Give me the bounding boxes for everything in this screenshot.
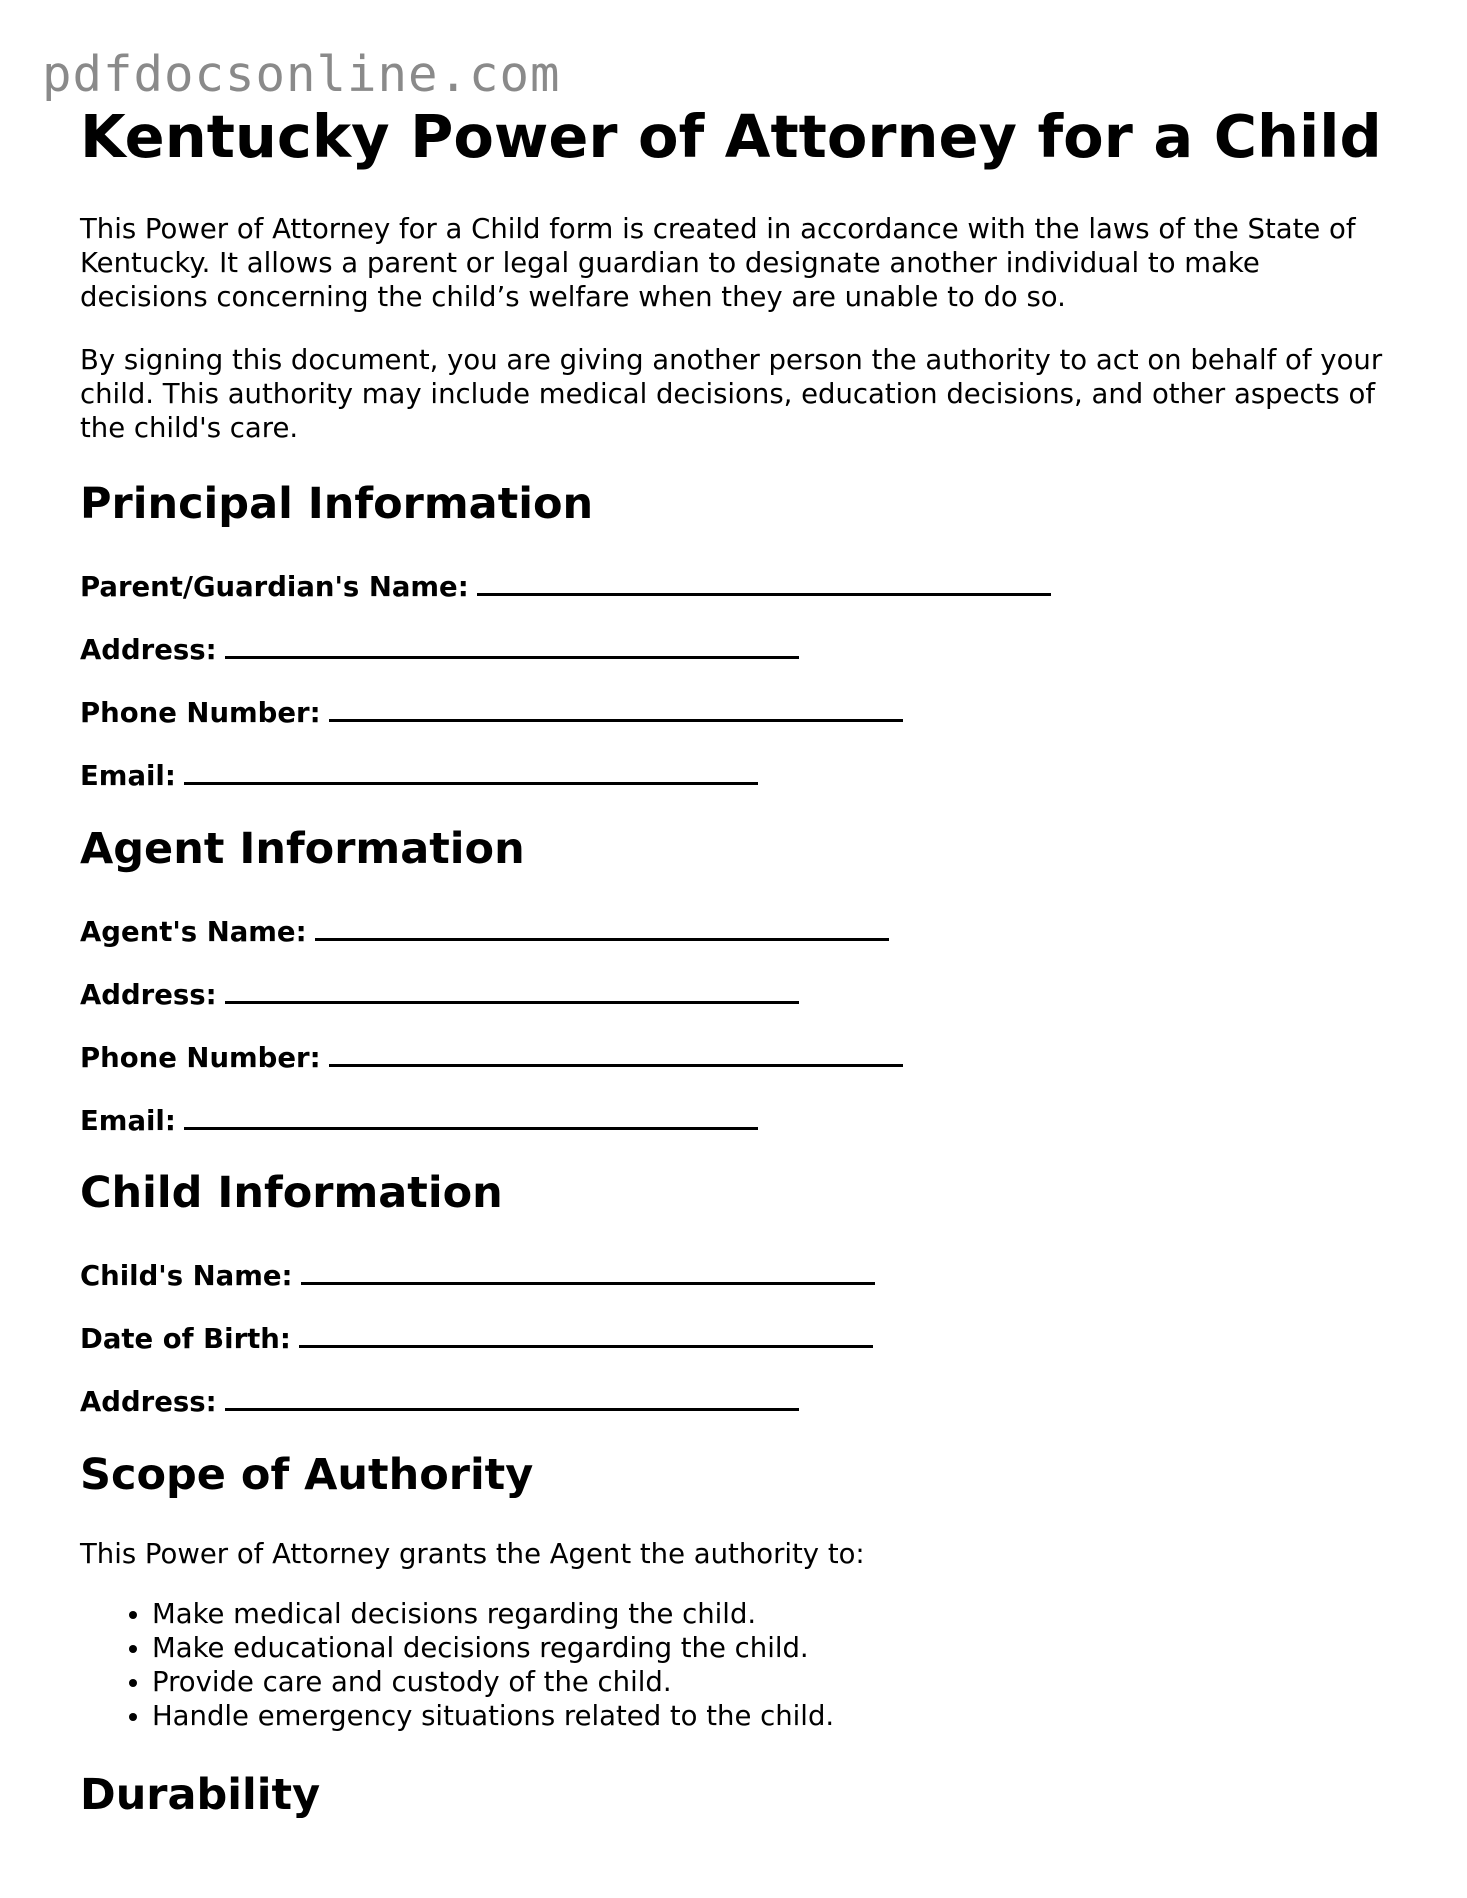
agent-email-input[interactable] xyxy=(184,1101,758,1130)
watermark-logo: pdfdocsonline.com xyxy=(42,46,561,103)
field-label: Address: xyxy=(80,979,217,1011)
durability-heading: Durability xyxy=(80,1770,321,1820)
agent-phone-field xyxy=(80,1038,903,1075)
child-name-input[interactable] xyxy=(301,1256,875,1285)
agent-email-field xyxy=(80,1101,758,1138)
child-heading: Child Information xyxy=(80,1168,503,1218)
agent-name-field xyxy=(80,912,889,949)
list-item: • Make educational decisions regarding the child. xyxy=(152,1631,834,1665)
field-label: Email: xyxy=(80,760,176,792)
child-address-input[interactable] xyxy=(225,1382,799,1411)
scope-intro: This Power of Attorney grants the Agent the authority to: xyxy=(80,1538,865,1570)
parent-guardian-name-field xyxy=(80,567,1051,604)
principal-address-field xyxy=(80,630,799,667)
principal-phone-field xyxy=(80,693,903,730)
authority-list xyxy=(80,1597,834,1733)
field-label: Address: xyxy=(80,1386,217,1418)
field-label: Address: xyxy=(80,634,217,666)
principal-email-input[interactable] xyxy=(184,756,758,785)
list-item: • Provide care and custody of the child. xyxy=(152,1665,834,1699)
agent-address-input[interactable] xyxy=(225,975,799,1004)
child-dob-field xyxy=(80,1319,873,1356)
child-address-field xyxy=(80,1382,799,1419)
parent-guardian-name-input[interactable] xyxy=(477,567,1051,596)
intro-paragraph-1: This Power of Attorney for a Child form is created in accordance with the laws of the State of Kentucky. It allows a parent or legal guardian to designate another individual to make decisions concerning the child’s welfare when they are unable to do so. xyxy=(80,213,1356,313)
field-label: Email: xyxy=(80,1105,176,1137)
agent-address-field xyxy=(80,975,799,1012)
field-label: Phone Number: xyxy=(80,1042,321,1074)
child-name-field xyxy=(80,1256,875,1293)
field-label: Date of Birth: xyxy=(80,1323,291,1355)
intro-paragraph-2: By signing this document, you are giving another person the authority to act on behalf of your child. This authority may include medical decisions, education decisions, and other aspects of the child's care. xyxy=(80,344,1383,444)
field-label: Phone Number: xyxy=(80,697,321,729)
document-title: Kentucky Power of Attorney for a Child xyxy=(80,102,1382,171)
scope-heading: Scope of Authority xyxy=(80,1450,534,1500)
list-item: • Make medical decisions regarding the child. xyxy=(152,1597,834,1631)
child-dob-input[interactable] xyxy=(299,1319,873,1348)
agent-name-input[interactable] xyxy=(315,912,889,941)
field-label: Parent/Guardian's Name: xyxy=(80,571,469,603)
principal-phone-input[interactable] xyxy=(329,693,903,722)
field-label: Agent's Name: xyxy=(80,916,307,948)
agent-phone-input[interactable] xyxy=(329,1038,903,1067)
field-label: Child's Name: xyxy=(80,1260,293,1292)
principal-heading: Principal Information xyxy=(80,479,594,529)
principal-address-input[interactable] xyxy=(225,630,799,659)
principal-email-field xyxy=(80,756,758,793)
agent-heading: Agent Information xyxy=(80,824,525,874)
list-item: • Handle emergency situations related to the child. xyxy=(152,1699,834,1733)
